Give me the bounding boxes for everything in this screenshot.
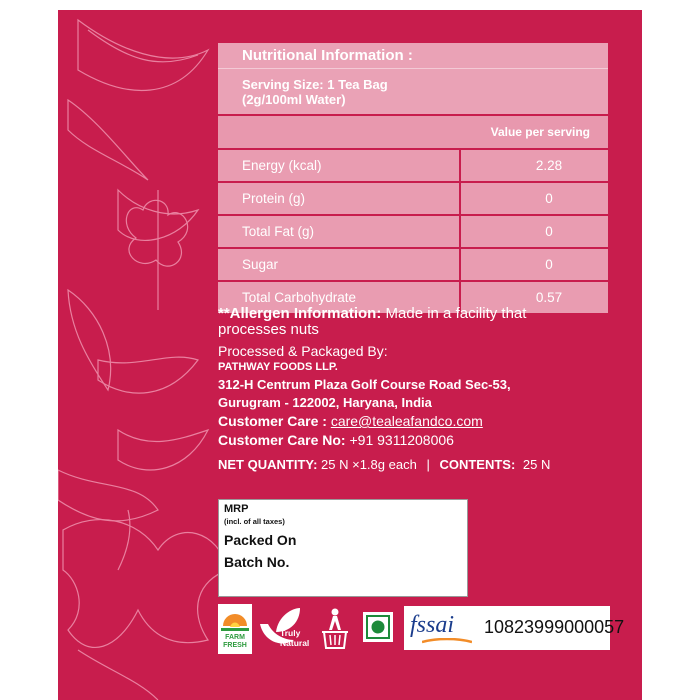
contents-label: CONTENTS: (439, 457, 516, 472)
net-quantity-label: NET QUANTITY: (218, 457, 318, 472)
manufacturer-info (218, 343, 511, 449)
farm-label: FARM (225, 634, 245, 641)
packed-on-label: Packed On (224, 532, 297, 548)
nutrient-label: Energy (kcal) (218, 149, 460, 182)
recycle-bin-icon (318, 606, 354, 650)
serving-size-line1: Serving Size: 1 Tea Bag (242, 76, 388, 92)
nutrient-label: Total Carbohydrate (218, 281, 460, 313)
company-name: PATHWAY FOODS LLP. (218, 361, 338, 373)
serving-size (218, 69, 608, 116)
floral-illustration (58, 10, 238, 700)
value-header-row (218, 115, 608, 149)
net-quantity-value: 25 N ×1.8g each (317, 457, 417, 472)
allergen-text-1: Made in a facility that (381, 305, 527, 322)
quantity-separator: | (426, 457, 430, 472)
truly-label: Truly (280, 628, 301, 638)
nutrient-label: Sugar (218, 248, 460, 281)
nutrient-value: 0 (460, 248, 608, 281)
nutrition-table (218, 43, 608, 313)
serving-size-line2: (2g/100ml Water) (242, 91, 346, 107)
fresh-label: FRESH (223, 642, 247, 649)
batch-no-label: Batch No. (224, 554, 290, 570)
fssai-logo: fssai (410, 612, 455, 638)
truly-natural-badge (256, 604, 314, 654)
contents-value: 25 N (522, 457, 551, 472)
table-row (218, 215, 608, 248)
allergen-label: **Allergen Information: (218, 305, 382, 322)
nutrition-title-row (218, 43, 608, 69)
serving-size-row (218, 69, 608, 116)
table-row (218, 182, 608, 215)
nutrition-title: Nutritional Information : (218, 43, 608, 69)
nutrient-value: 0 (460, 182, 608, 215)
nutrient-value: 0 (460, 215, 608, 248)
nutrient-value: 2.28 (460, 149, 608, 182)
customer-care-number: +91 9311208006 (345, 432, 454, 448)
customer-care-no-label: Customer Care No: (218, 432, 346, 448)
mrp-taxes-note: (incl. of all taxes) (224, 517, 285, 526)
table-row (218, 149, 608, 182)
nutrient-value: 0.57 (460, 281, 608, 313)
fssai-license (404, 606, 625, 650)
customer-care-email[interactable]: care@tealeafandco.com (330, 413, 483, 429)
mrp-label: MRP (224, 503, 249, 515)
fssai-swoosh-icon (422, 638, 472, 646)
quantity-line (218, 457, 550, 472)
customer-care-label: Customer Care : (218, 413, 331, 429)
processed-by: Processed & Packaged By: (218, 343, 388, 359)
natural-label: Natural (280, 638, 310, 648)
fssai-number: 10823999000057 (484, 617, 625, 637)
nutrient-label: Total Fat (g) (218, 215, 460, 248)
value-per-serving-header: Value per serving (218, 115, 608, 149)
address-line-1: 312-H Centrum Plaza Golf Course Road Sec-53, (218, 377, 511, 392)
address-line-2: Gurugram - 122002, Haryana, India (218, 395, 432, 410)
mrp-box (218, 499, 468, 597)
nutrient-label: Protein (g) (218, 182, 460, 215)
allergen-text-2: processes nuts (218, 321, 319, 338)
table-row (218, 248, 608, 281)
allergen-info (218, 306, 526, 338)
farm-fresh-badge (218, 604, 252, 654)
label-panel (58, 10, 642, 700)
veg-symbol-icon (363, 612, 393, 642)
veg-mark-badge (363, 612, 393, 642)
